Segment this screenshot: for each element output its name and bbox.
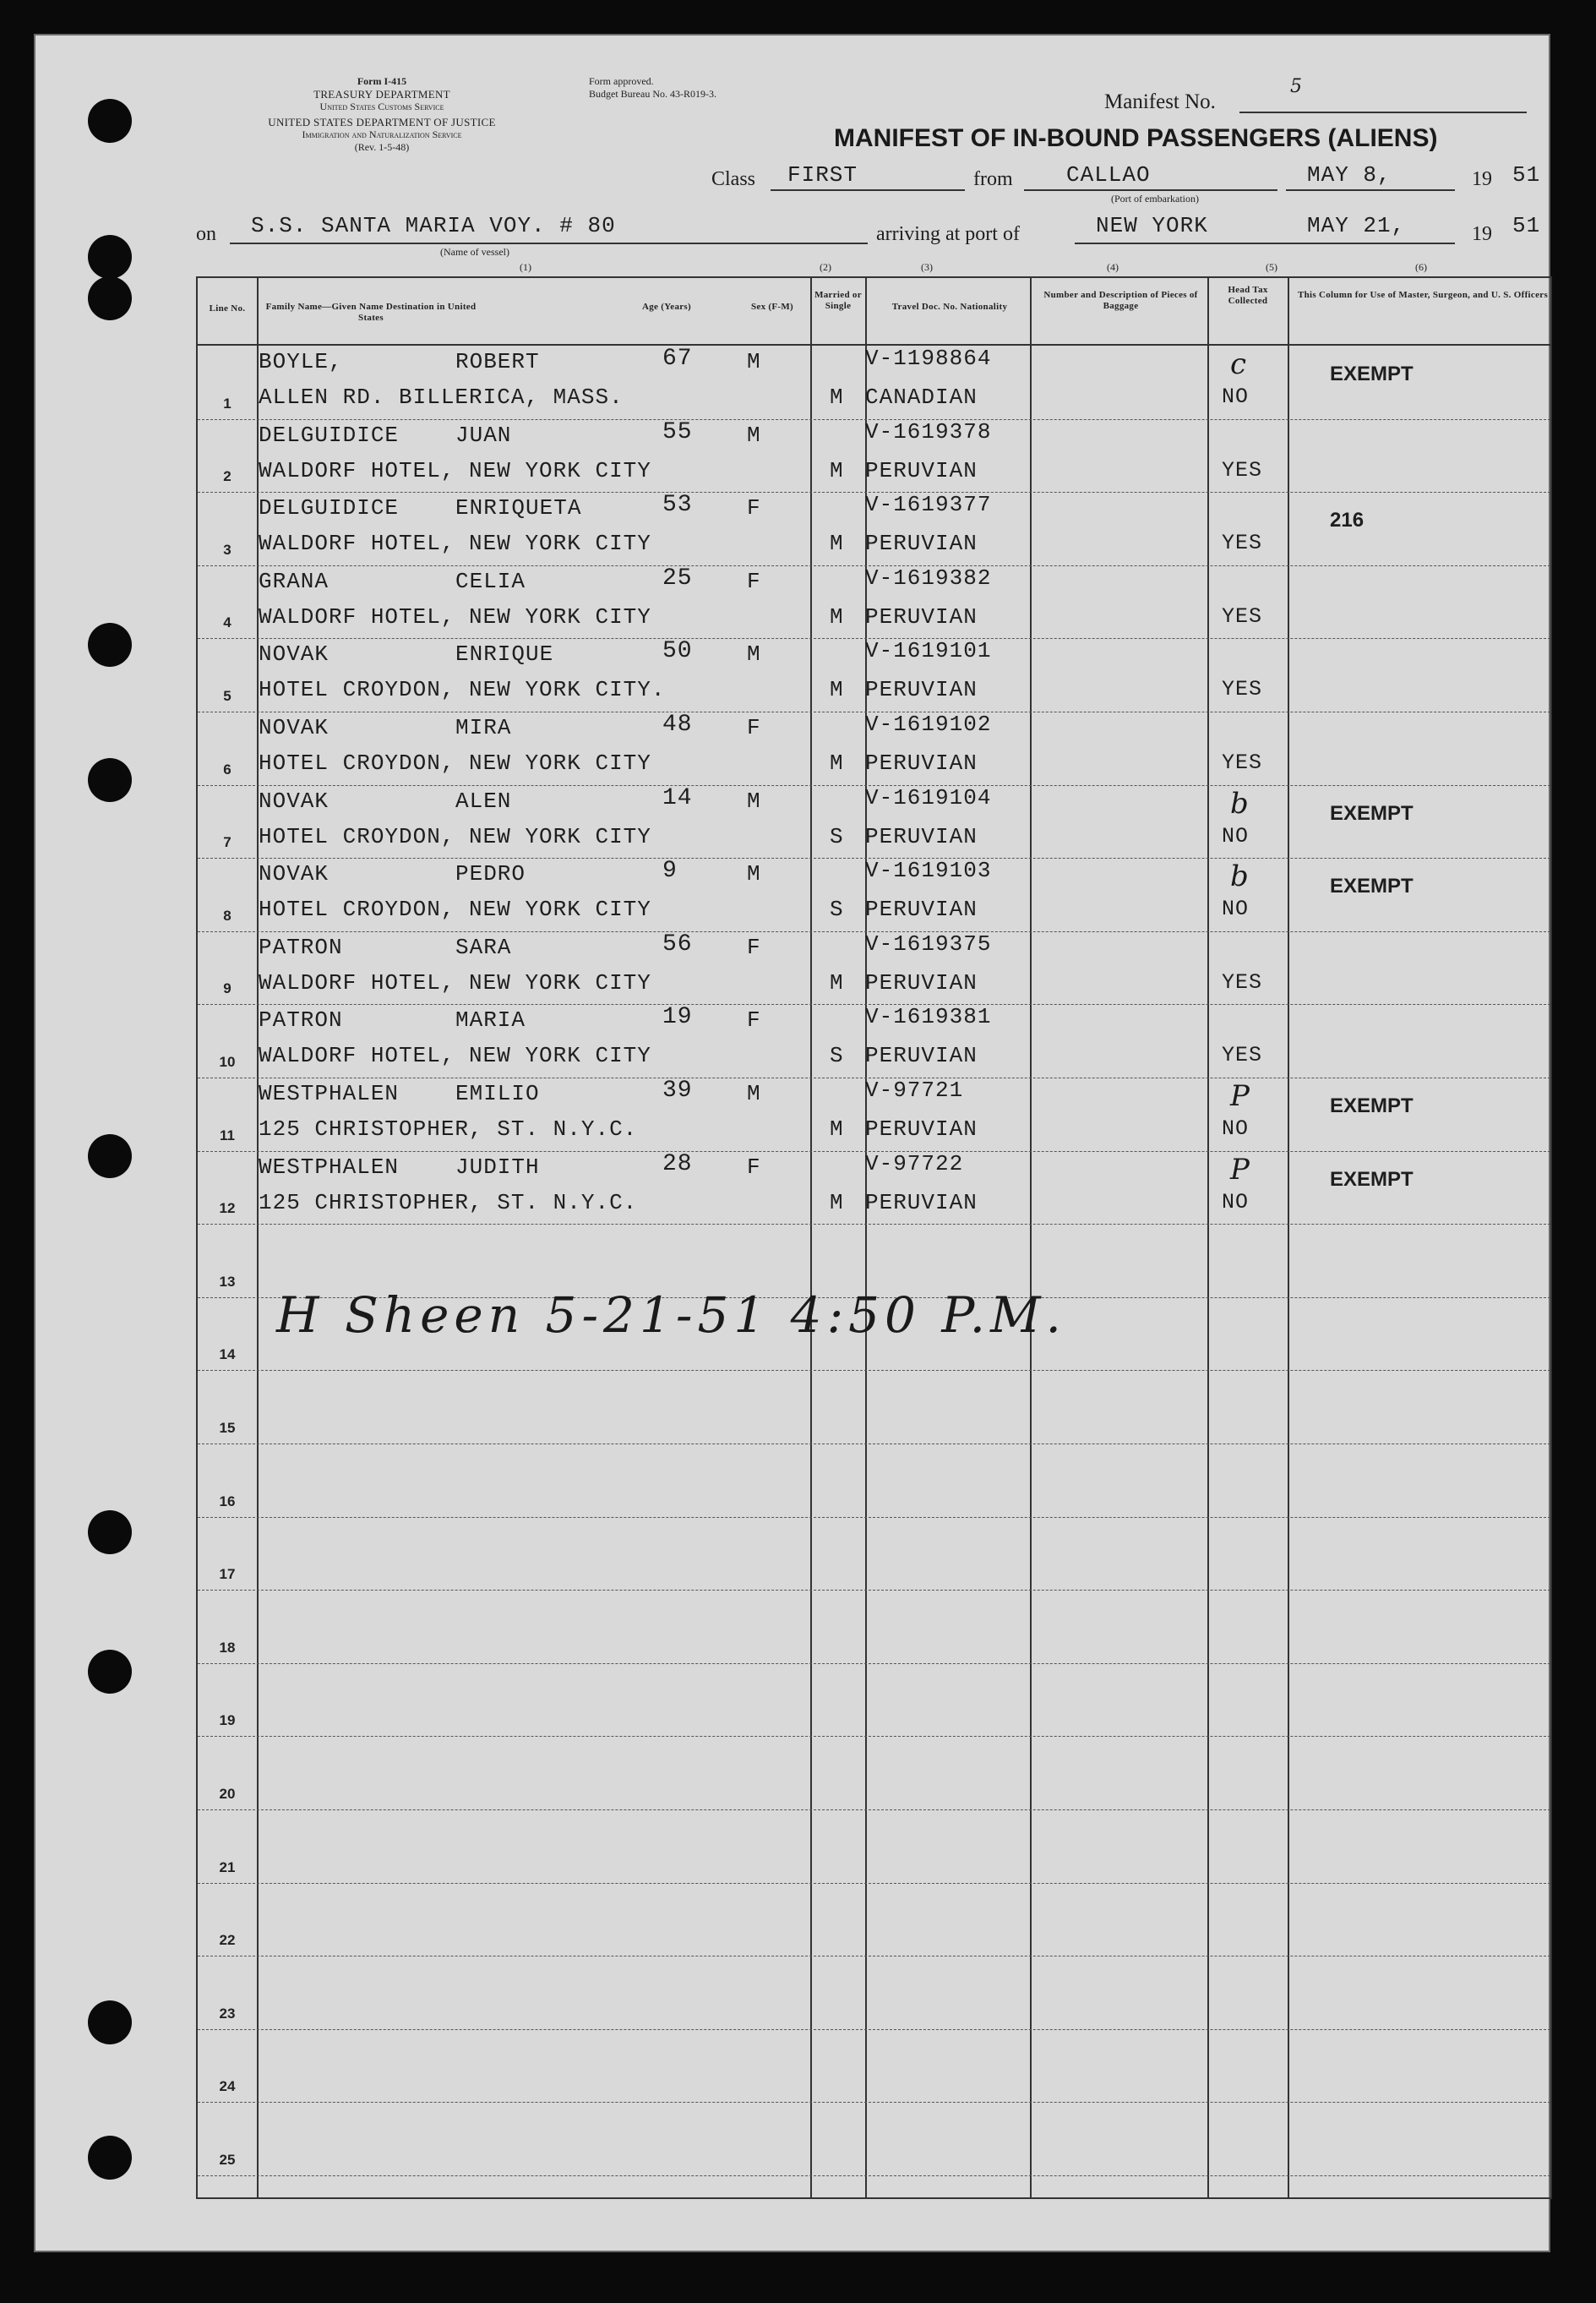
marital-status: S: [830, 1043, 844, 1069]
line-number: 17: [219, 1566, 236, 1583]
given-name: EMILIO: [455, 1081, 540, 1106]
vessel-caption: (Name of vessel): [440, 246, 509, 258]
budget-bureau: Budget Bureau No. 43-R019-3.: [589, 88, 716, 100]
given-name: ENRIQUE: [455, 641, 554, 668]
destination: WALDORF HOTEL, NEW YORK CITY: [259, 969, 651, 996]
ins: Immigration and Naturalization Service: [302, 128, 462, 140]
nationality: PERUVIAN: [865, 969, 978, 996]
row-separator: [198, 1370, 1550, 1371]
officer-note: 216: [1330, 509, 1364, 532]
marital-status: M: [830, 531, 844, 557]
punch-hole: [88, 1510, 132, 1554]
family-name: PATRON: [259, 934, 343, 960]
head-tax-status: NO: [1222, 1189, 1250, 1214]
from-value: CALLAO: [1066, 162, 1151, 188]
arrival-year-suffix: 51: [1512, 213, 1541, 238]
class-label: Class: [711, 168, 756, 190]
head-tax-status: NO: [1222, 1116, 1250, 1141]
line-number: 11: [220, 1127, 235, 1143]
head-tax-mark: P: [1230, 1152, 1250, 1187]
nationality: PERUVIAN: [865, 603, 978, 630]
family-name: GRANA: [259, 568, 330, 594]
age: 67: [662, 346, 693, 372]
line-number: 6: [223, 761, 232, 778]
nationality: PERUVIAN: [865, 1189, 978, 1215]
age: 39: [662, 1078, 693, 1104]
header-officers: This Column for Use of Master, Surgeon, and U. S. Officers: [1297, 290, 1549, 300]
row-separator: [198, 2175, 1550, 2176]
embark-date: MAY 8,: [1307, 162, 1392, 188]
travel-doc-number: V-1619102: [865, 712, 992, 737]
head-tax-status: YES: [1222, 531, 1263, 556]
header-travel-doc: Travel Doc. No. Nationality: [891, 302, 1008, 312]
destination: HOTEL CROYDON, NEW YORK CITY.: [259, 677, 666, 703]
given-name: CELIA: [455, 568, 526, 594]
col-number-3: (3): [921, 261, 933, 273]
given-name: MIRA: [455, 715, 512, 740]
officer-note: EXEMPT: [1330, 1094, 1414, 1117]
sex: F: [747, 715, 761, 740]
given-name: SARA: [455, 934, 512, 960]
line-number: 14: [219, 1346, 236, 1363]
head-tax-status: YES: [1222, 1043, 1263, 1068]
punch-hole: [88, 623, 132, 667]
line-number: 9: [223, 980, 232, 997]
destination: 125 CHRISTOPHER, ST. N.Y.C.: [259, 1189, 638, 1215]
class-value: FIRST: [787, 162, 858, 188]
age: 55: [662, 418, 693, 445]
given-name: MARIA: [455, 1007, 526, 1034]
travel-doc-number: V-1619104: [865, 784, 992, 810]
age: 28: [662, 1150, 693, 1177]
sex: F: [747, 1154, 761, 1180]
age: 56: [662, 930, 693, 958]
row-separator: [198, 1517, 1550, 1518]
destination: WALDORF HOTEL, NEW YORK CITY: [259, 457, 651, 483]
travel-doc-number: V-1619378: [865, 418, 992, 445]
travel-doc-number: V-1619375: [865, 930, 992, 957]
line-number: 7: [223, 834, 232, 851]
arrival-date: MAY 21,: [1307, 213, 1406, 238]
year-prefix: 19: [1472, 168, 1492, 190]
family-name: NOVAK: [259, 788, 330, 814]
row-separator: [198, 1736, 1550, 1737]
family-name: NOVAK: [259, 715, 330, 740]
punch-hole: [88, 235, 132, 279]
head-tax-status: YES: [1222, 457, 1263, 483]
arrival-year-prefix: 19: [1472, 223, 1492, 245]
page-title: MANIFEST OF IN-BOUND PASSENGERS (ALIENS): [834, 124, 1438, 152]
age: 25: [662, 565, 693, 592]
line-number: 4: [223, 614, 232, 631]
officer-note: EXEMPT: [1330, 363, 1414, 385]
punch-hole: [88, 1134, 132, 1178]
marital-status: M: [830, 603, 844, 630]
line-number: 15: [219, 1420, 236, 1436]
line-number: 21: [219, 1858, 236, 1875]
travel-doc-number: V-97722: [865, 1150, 964, 1176]
sex: M: [747, 861, 761, 887]
header-baggage: Number and Description of Pieces of Baggage: [1043, 290, 1198, 311]
travel-doc-number: V-1619103: [865, 858, 992, 884]
signature-annotation: H Sheen 5-21-51 4:50 P.M.: [276, 1286, 1066, 1344]
age: 14: [662, 784, 693, 811]
family-name: WESTPHALEN: [259, 1081, 400, 1106]
col-number-4: (4): [1107, 261, 1119, 273]
head-tax-mark: P: [1230, 1079, 1250, 1113]
customs-service: United States Customs Service: [319, 101, 444, 112]
marital-status: M: [830, 750, 844, 776]
treasury-dept: TREASURY DEPARTMENT: [313, 88, 450, 101]
punch-hole: [88, 2136, 132, 2180]
destination: WALDORF HOTEL, NEW YORK CITY: [259, 1043, 651, 1069]
punch-hole: [88, 276, 132, 320]
head-tax-status: YES: [1222, 677, 1263, 702]
head-tax-status: YES: [1222, 750, 1263, 775]
row-separator: [198, 2029, 1550, 2030]
row-separator: [198, 1224, 1550, 1225]
destination: HOTEL CROYDON, NEW YORK CITY: [259, 750, 651, 776]
col-number-6: (6): [1415, 261, 1427, 273]
given-name: ROBERT: [455, 349, 540, 374]
officer-note: EXEMPT: [1330, 1167, 1414, 1191]
sex: F: [747, 1007, 761, 1034]
manifest-no-label: Manifest No.: [1104, 90, 1216, 113]
head-tax-mark: b: [1230, 786, 1249, 821]
given-name: JUDITH: [455, 1154, 540, 1180]
line-number: 25: [219, 2152, 236, 2168]
punch-hole: [88, 99, 132, 143]
marital-status: S: [830, 823, 844, 849]
given-name: JUAN: [455, 422, 512, 448]
nationality: PERUVIAN: [865, 897, 978, 923]
col-number-5: (5): [1266, 261, 1277, 273]
arrival-port: NEW YORK: [1096, 213, 1208, 238]
family-name: DELGUIDICE: [259, 422, 400, 448]
marital-status: M: [830, 1189, 844, 1215]
destination: ALLEN RD. BILLERICA, MASS.: [259, 385, 624, 410]
year-suffix: 51: [1512, 162, 1541, 188]
age: 9: [662, 858, 678, 885]
nationality: PERUVIAN: [865, 531, 978, 557]
row-separator: [198, 1443, 1550, 1444]
head-tax-status: NO: [1222, 823, 1250, 849]
sex: M: [747, 788, 761, 814]
destination: WALDORF HOTEL, NEW YORK CITY: [259, 531, 651, 557]
form-approved: Form approved.: [589, 75, 654, 87]
travel-doc-number: V-1619382: [865, 565, 992, 591]
marital-status: M: [830, 1116, 844, 1142]
line-number: 23: [219, 2005, 236, 2022]
header-sex: Sex (F-M): [750, 302, 794, 312]
port-embark-caption: (Port of embarkation): [1111, 193, 1199, 205]
row-separator: [198, 1809, 1550, 1810]
sex: F: [747, 934, 761, 960]
nationality: PERUVIAN: [865, 677, 978, 703]
given-name: ALEN: [455, 788, 512, 814]
punch-hole: [88, 758, 132, 802]
line-number: 24: [219, 2078, 236, 2095]
header-line-no: Line No.: [209, 303, 246, 314]
line-number: 8: [223, 907, 232, 924]
punch-hole: [88, 2000, 132, 2044]
sex: M: [747, 422, 761, 448]
on-label: on: [196, 223, 216, 245]
arriving-label: arriving at port of: [876, 223, 1020, 245]
age: 48: [662, 712, 693, 738]
travel-doc-number: V-97721: [865, 1078, 964, 1103]
header-name: Family Name—Given Name Destination in United States: [265, 302, 477, 323]
head-tax-status: NO: [1222, 897, 1250, 922]
line-number: 12: [219, 1200, 236, 1217]
travel-doc-number: V-1619381: [865, 1004, 992, 1030]
line-number: 13: [219, 1273, 236, 1290]
line-number: 10: [219, 1054, 236, 1070]
nationality: CANADIAN: [865, 385, 978, 410]
nationality: PERUVIAN: [865, 1116, 978, 1142]
line-number: 20: [219, 1786, 236, 1802]
travel-doc-number: V-1619377: [865, 492, 992, 518]
row-separator: [198, 1590, 1550, 1591]
nationality: PERUVIAN: [865, 750, 978, 776]
given-name: PEDRO: [455, 861, 526, 887]
family-name: DELGUIDICE: [259, 495, 400, 521]
line-number: 22: [219, 1932, 236, 1949]
header-head-tax: Head Tax Collected: [1228, 285, 1268, 306]
nationality: PERUVIAN: [865, 457, 978, 483]
line-number: 19: [219, 1712, 236, 1729]
officer-note: EXEMPT: [1330, 875, 1414, 898]
line-number: 16: [219, 1493, 236, 1509]
head-tax-mark: b: [1230, 860, 1249, 894]
from-label: from: [973, 168, 1013, 190]
age: 50: [662, 638, 693, 665]
row-separator: [198, 2102, 1550, 2103]
header-married: Married or Single: [814, 290, 862, 311]
header-age: Age (Years): [642, 302, 691, 312]
doj: UNITED STATES DEPARTMENT OF JUSTICE: [268, 116, 496, 128]
sex: M: [747, 1081, 761, 1106]
sex: M: [747, 641, 761, 668]
line-number: 5: [223, 688, 232, 704]
family-name: PATRON: [259, 1007, 343, 1034]
family-name: WESTPHALEN: [259, 1154, 400, 1180]
marital-status: S: [830, 897, 844, 923]
marital-status: M: [830, 969, 844, 996]
vessel-name: S.S. SANTA MARIA VOY. # 80: [251, 213, 616, 238]
revision: (Rev. 1-5-48): [354, 141, 410, 153]
travel-doc-number: V-1619101: [865, 638, 992, 664]
family-name: BOYLE,: [259, 349, 343, 374]
given-name: ENRIQUETA: [455, 495, 582, 521]
destination: WALDORF HOTEL, NEW YORK CITY: [259, 603, 651, 630]
col-number-1: (1): [520, 261, 531, 273]
family-name: NOVAK: [259, 641, 330, 668]
sex: M: [747, 349, 761, 374]
marital-status: M: [830, 457, 844, 483]
line-number: 1: [223, 395, 232, 412]
age: 19: [662, 1004, 693, 1031]
officer-note: EXEMPT: [1330, 801, 1414, 825]
family-name: NOVAK: [259, 861, 330, 887]
destination: HOTEL CROYDON, NEW YORK CITY: [259, 823, 651, 849]
form-number: Form I-415: [357, 75, 407, 87]
sex: F: [747, 495, 761, 521]
destination: 125 CHRISTOPHER, ST. N.Y.C.: [259, 1116, 638, 1142]
destination: HOTEL CROYDON, NEW YORK CITY: [259, 897, 651, 923]
col-number-2: (2): [820, 261, 831, 273]
manifest-sheet: [34, 34, 1550, 2252]
sex: F: [747, 568, 761, 594]
line-number: 3: [223, 541, 232, 558]
head-tax-status: NO: [1222, 385, 1250, 409]
head-tax-status: YES: [1222, 603, 1263, 629]
marital-status: M: [830, 677, 844, 703]
travel-doc-number: V-1198864: [865, 346, 992, 371]
manifest-no-value: 5: [1290, 76, 1302, 97]
marital-status: M: [830, 385, 844, 410]
line-number: 2: [223, 468, 232, 485]
row-separator: [198, 1663, 1550, 1664]
row-separator: [198, 1883, 1550, 1884]
passenger-table: [196, 276, 1552, 2199]
nationality: PERUVIAN: [865, 823, 978, 849]
head-tax-status: YES: [1222, 969, 1263, 995]
head-tax-mark: c: [1230, 347, 1247, 381]
age: 53: [662, 492, 693, 519]
line-number: 18: [219, 1639, 236, 1656]
nationality: PERUVIAN: [865, 1043, 978, 1069]
punch-hole: [88, 1650, 132, 1694]
